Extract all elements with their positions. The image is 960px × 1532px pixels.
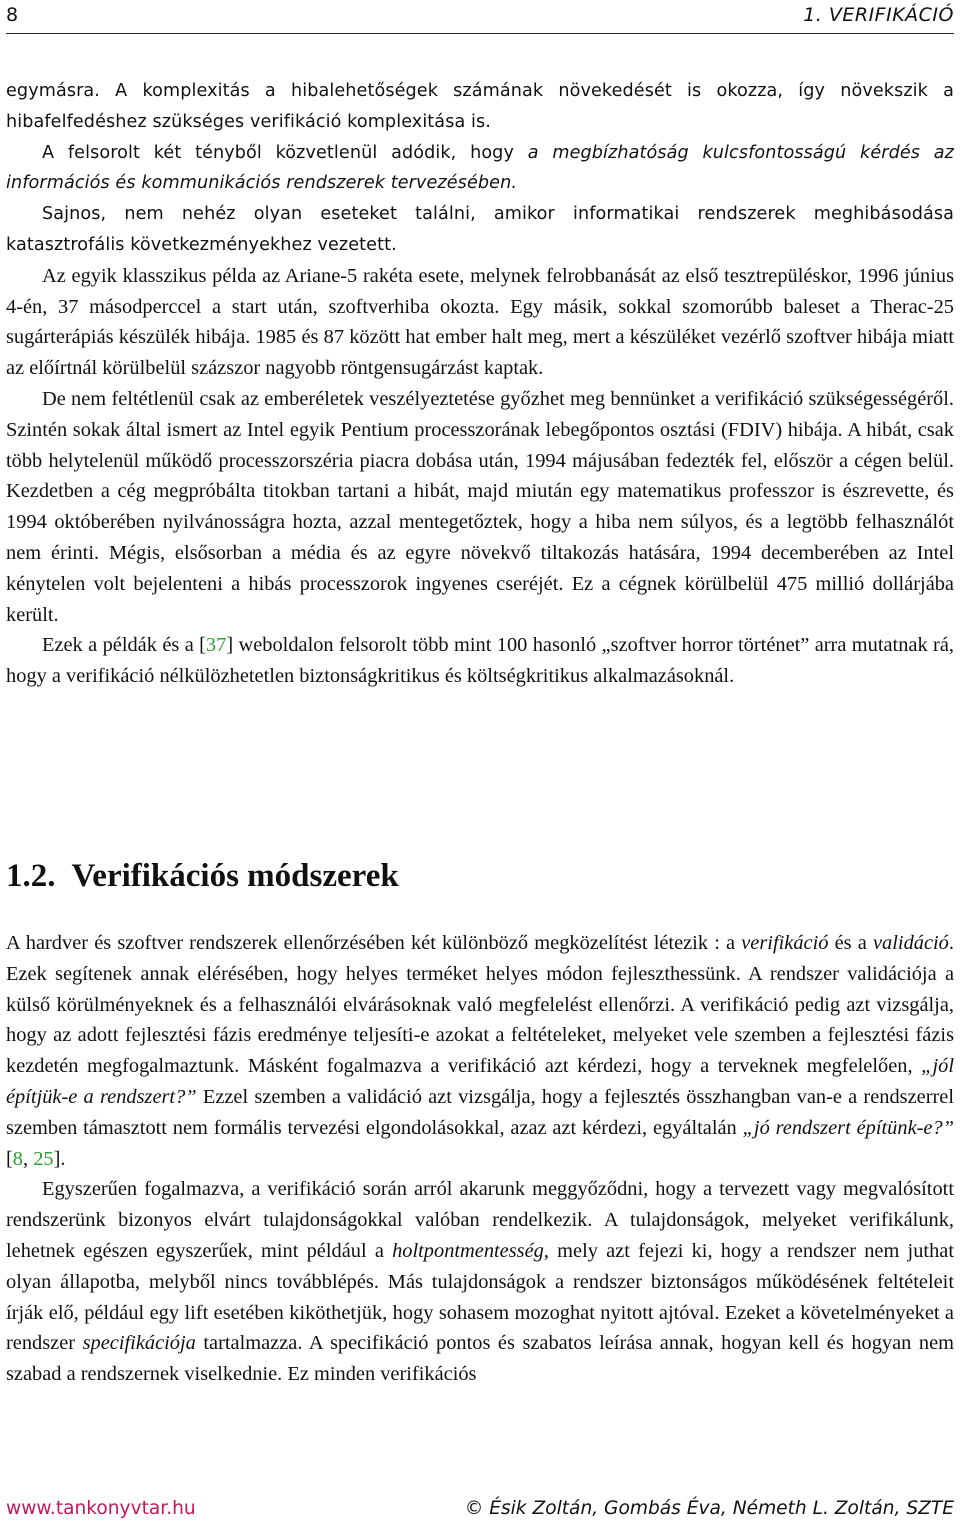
quote-right-system: „jó rendszert építünk-e?” — [742, 1116, 954, 1139]
section-number: 1.2. — [6, 858, 56, 894]
intro-text — [6, 76, 954, 692]
paragraph-properties — [6, 1174, 954, 1390]
page-footer — [6, 1498, 954, 1528]
chapter-title: 1. VERIFIKÁCIÓ — [803, 4, 954, 26]
text-span: Ezzel szemben a validáció azt vizsgálja, hogy a fejlesztés összhangban van-e a rendszerrel szemben támasztott nem formális tervezési elgondolásokkal, azaz azt kérdezi, egyáltalán — [6, 1085, 954, 1139]
text-span: ] weboldalon felsorolt több mint 100 hasonló „szoftver horror történet” arra mutatnak rá, hogy a verifikáció nélkülözhetetlen biztonságkritikus és költségkritikus alkalmazásoknál. — [6, 634, 954, 688]
section-heading — [6, 858, 399, 895]
paragraph-continuation: egymásra. A komplexitás a hibalehetőségek számának növekedését is okozza, így növekszik a hibafelfedéshez szükséges verifikáció komplexitása is. — [6, 81, 954, 132]
paragraph-reliability-emphasis: a megbízhatóság kulcsfontosságú kérdés az információs és kommunikációs rendszerek tervezésében. — [6, 142, 954, 194]
text-span: A hardver és szoftver rendszerek ellenőrzésében két különböző megközelítést létezik : a — [6, 932, 742, 954]
text-span: Ezek a példák és a [ — [42, 634, 206, 657]
term-specifikacio: specifikációja — [82, 1332, 196, 1355]
paragraph-horror-stories — [6, 630, 954, 692]
citation-link-8[interactable]: 8 — [12, 1147, 23, 1170]
section-title: Verifikációs módszerek — [71, 858, 399, 894]
text-span: [ — [6, 1147, 13, 1170]
section-body — [6, 928, 954, 1390]
text-span: , mely azt fejezi ki, hogy a rendszer nem juthat olyan állapotba, melyből nincs továbblépés. Más tulajdonságok a rendszer biztonságos működésének feltételeit írják elő, például egy lift esetében kiköthetjük, hogy sohasem mozoghat nyitott ajtóval. Ezeket a követelményeket a rendszer — [6, 1239, 954, 1355]
paragraph-ariane-therac: Az egyik klasszikus példa az Ariane-5 rakéta esete, melynek felrobbanását az első tesztrepüléskor, 1996 június 4-én, 37 másodperccel a start után, szoftverhiba okozta. Egy másik, sokkal szomorúbb baleset a Therac-25 sugárterápiás készülék hibája. 1985 és 87 között hat ember halt meg, mert a készüléket vezérlő szoftver hibája miatt az előírtnál körülbelül százszor nagyobb röntgensugárzást kaptak. — [6, 264, 954, 380]
paragraph-reliability — [6, 138, 954, 200]
paragraph-reliability-lead: A felsorolt két tényből közvetlenül adódik, hogy — [42, 142, 528, 163]
text-span: és a — [828, 932, 873, 954]
paragraph-verification-validation — [6, 928, 954, 1174]
page-number: 8 — [6, 4, 19, 26]
paragraph-pentium: De nem feltétlenül csak az emberéletek veszélyeztetése győzhet meg bennünket a verifikáció szükségességéről. Szintén sokak által ismert az Intel egyik Pentium processzorának lebegőpontos osztási (FDIV) hibája. A hibát, csak több helytelenül működő processzorszéria piacra dobása után, 1994 májusában fedezték fel, először a cégen belül. Kezdetben a cég megpróbálta titokban tartani a hibát, majd miután egy matematikus professzor is észrevette, és 1994 októberében nyilvánosságra hozta, azzal mentegetőztek, hogy a hiba nem súlyos, és a legtöbb felhasználót nem érinti. Mégis, elsősorban a média és az egyre növekvő tiltakozás hatására, 1994 decemberében az Intel kénytelen volt bejelenteni a hibás processzorok ingyenes cseréjét. Ez a cégnek körülbelül 475 millió dollárjába került. — [6, 387, 954, 626]
paragraph-failures: Sajnos, nem nehéz olyan eseteket találni, amikor informatikai rendszerek meghibásodása katasztrofális következményekhez vezetett. — [6, 204, 954, 255]
header-rule — [6, 33, 954, 34]
citation-link-25[interactable]: 25 — [33, 1147, 54, 1170]
footer-copyright: © Ésik Zoltán, Gombás Éva, Németh L. Zoltán, SZTE — [464, 1498, 954, 1519]
page-header — [6, 2, 954, 30]
text-span: , — [23, 1147, 34, 1170]
text-span: . Ezek segítenek annak elérésében, hogy helyes terméket helyes módon fejleszthessünk. A rendszer validációja a külső körülményeknek és a felhasználói elvárásoknak való megfelelést ellenőrzi. A verifikáció pedig azt vizsgálja, hogy az adott fejlesztési fázis eredménye teljesíti-e azokat a feltételeket, melyeket vele szemben a fejlesztési fázis kezdetén megfogalmaztunk. Másként fogalmazva a verifikáció azt kérdezi, hogy a terveknek megfelelően, — [6, 932, 954, 1078]
term-validacio: validáció — [873, 932, 949, 954]
text-span: Egyszerűen fogalmazva, a verifikáció során arról akarunk meggyőződni, hogy a tervezett vagy megvalósított rendszerünk bizonyos elvárt tulajdonságokkal valóban rendelkezik. A tulajdonságok, melyeket verifikálunk, lehetnek egészen egyszerűek, mint például a — [6, 1178, 954, 1262]
text-span: ]. — [53, 1147, 66, 1170]
quote-build-right: „jól építjük-e a rendszert?” — [6, 1055, 954, 1108]
term-holtpontmentesseg: holtpontmentesség — [392, 1239, 544, 1262]
footer-url-link[interactable]: www.tankonyvtar.hu — [6, 1498, 196, 1519]
text-span: tartalmazza. A specifikáció pontos és szabatos leírása annak, hogyan kell és hogyan nem szabad a rendszernek viselkednie. Ez minden verifikációs — [6, 1332, 954, 1386]
term-verifikacio: verifikáció — [741, 932, 829, 954]
citation-link-37[interactable]: 37 — [205, 634, 227, 657]
